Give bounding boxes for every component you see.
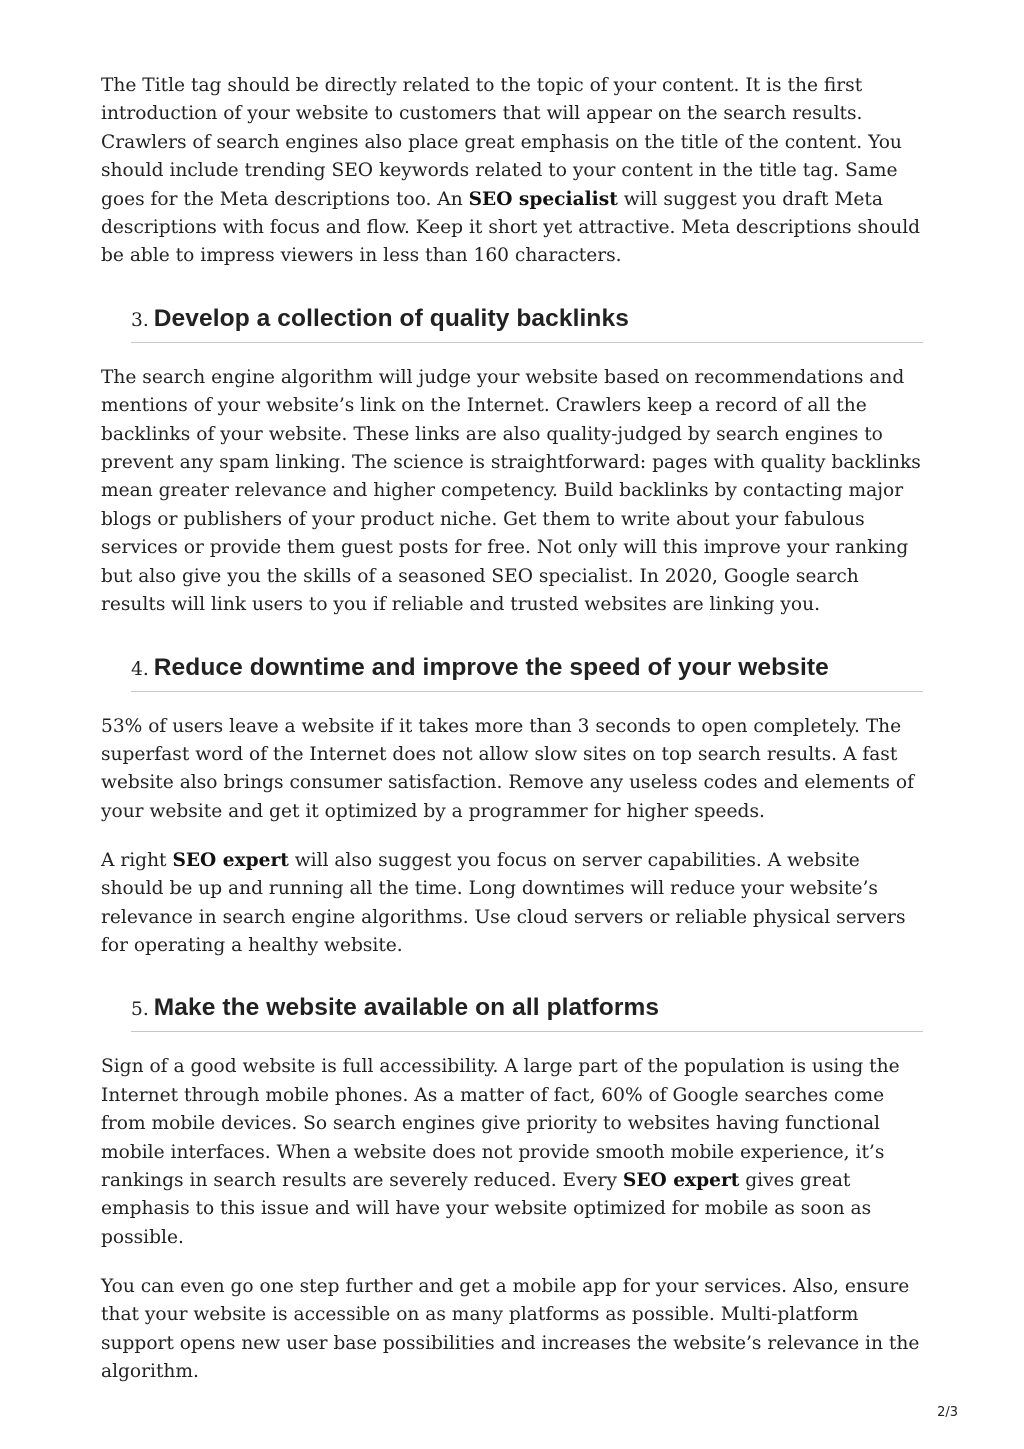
- paragraph-text: Sign of a good website is full accessibility. A large part of the population is using the Internet through mobile phones. As a matter of fact, 60% of Google searches come from mobile devices. So search engines give priority to websites having functional mobile interfaces. When a website does not provide smooth mobile experience, it’s rankings in search results are severely reduced. Every: [101, 1056, 900, 1191]
- seo-expert-link-text: SEO expert: [622, 1169, 740, 1191]
- section-number: 5.: [131, 999, 149, 1021]
- seo-specialist-link-text: SEO specialist: [468, 188, 618, 210]
- paragraph-text-continued: will also suggest you focus on server capabilities. A website should be up and running all the time. Long downtimes will reduce your website’s relevance in search engine algorithms. Use cloud servers or reliable physical servers for operating a healthy website.: [101, 849, 906, 956]
- section-number: 3.: [131, 309, 149, 331]
- intro-text: The Title tag should be directly related to the topic of your content. It is the first introduction of your website to customers that will appear on the search results. Crawlers of search engines also place great emphasis on the title of the content. You should include trending SEO keywords related to your content in the title tag. Same goes for the Meta descriptions too. An: [101, 75, 902, 210]
- intro-text-continued: will suggest you draft Meta descriptions with focus and flow. Keep it short yet attractive. Meta descriptions should be able to impress viewers in less than 160 characters.: [101, 188, 921, 267]
- section-paragraph: [101, 1053, 923, 1252]
- section-paragraph: [101, 847, 923, 961]
- section-number: 4.: [131, 658, 149, 680]
- section-title: Develop a collection of quality backlinks: [153, 304, 629, 332]
- section-title: Make the website available on all platforms: [153, 994, 660, 1022]
- document-body: [101, 72, 923, 1386]
- section-heading-platforms: [131, 994, 923, 1032]
- intro-paragraph: [101, 72, 923, 271]
- seo-expert-link-text: SEO expert: [172, 849, 289, 871]
- section-paragraph: 53% of users leave a website if it takes more than 3 seconds to open completely. The superfast word of the Internet does not allow slow sites on top search results. A fast website also brings consumer satisfaction. Remove any useless codes and elements of your website and get it optimized by a programmer for higher speeds.: [101, 715, 914, 822]
- section-heading-backlinks: [131, 305, 923, 343]
- paragraph-text-continued: gives great emphasis to this issue and will have your website optimized for mobile as soon as possible.: [101, 1169, 872, 1248]
- section-paragraph: The search engine algorithm will judge your website based on recommendations and mentions of your website’s link on the Internet. Crawlers keep a record of all the backlinks of your website. These links are also quality-judged by search engines to prevent any spam linking. The science is straightforward: pages with quality backlinks mean greater relevance and higher competency. Build backlinks by contacting major blogs or publishers of your product niche. Get them to write about your fabulous services or provide them guest posts for free. Not only will this improve your ranking but also give you the skills of a seasoned SEO specialist. In 2020, Google search results will link users to you if reliable and trusted websites are linking you.: [101, 366, 921, 616]
- section-heading-speed: [131, 654, 923, 692]
- page-number: 2/3: [937, 1405, 958, 1420]
- paragraph-text: A right: [101, 849, 173, 871]
- section-title: Reduce downtime and improve the speed of your website: [153, 653, 829, 681]
- section-paragraph: You can even go one step further and get a mobile app for your services. Also, ensure that your website is accessible on as many platforms as possible. Multi-platform support opens new user base possibilities and increases the website’s relevance in the algorithm.: [101, 1275, 920, 1382]
